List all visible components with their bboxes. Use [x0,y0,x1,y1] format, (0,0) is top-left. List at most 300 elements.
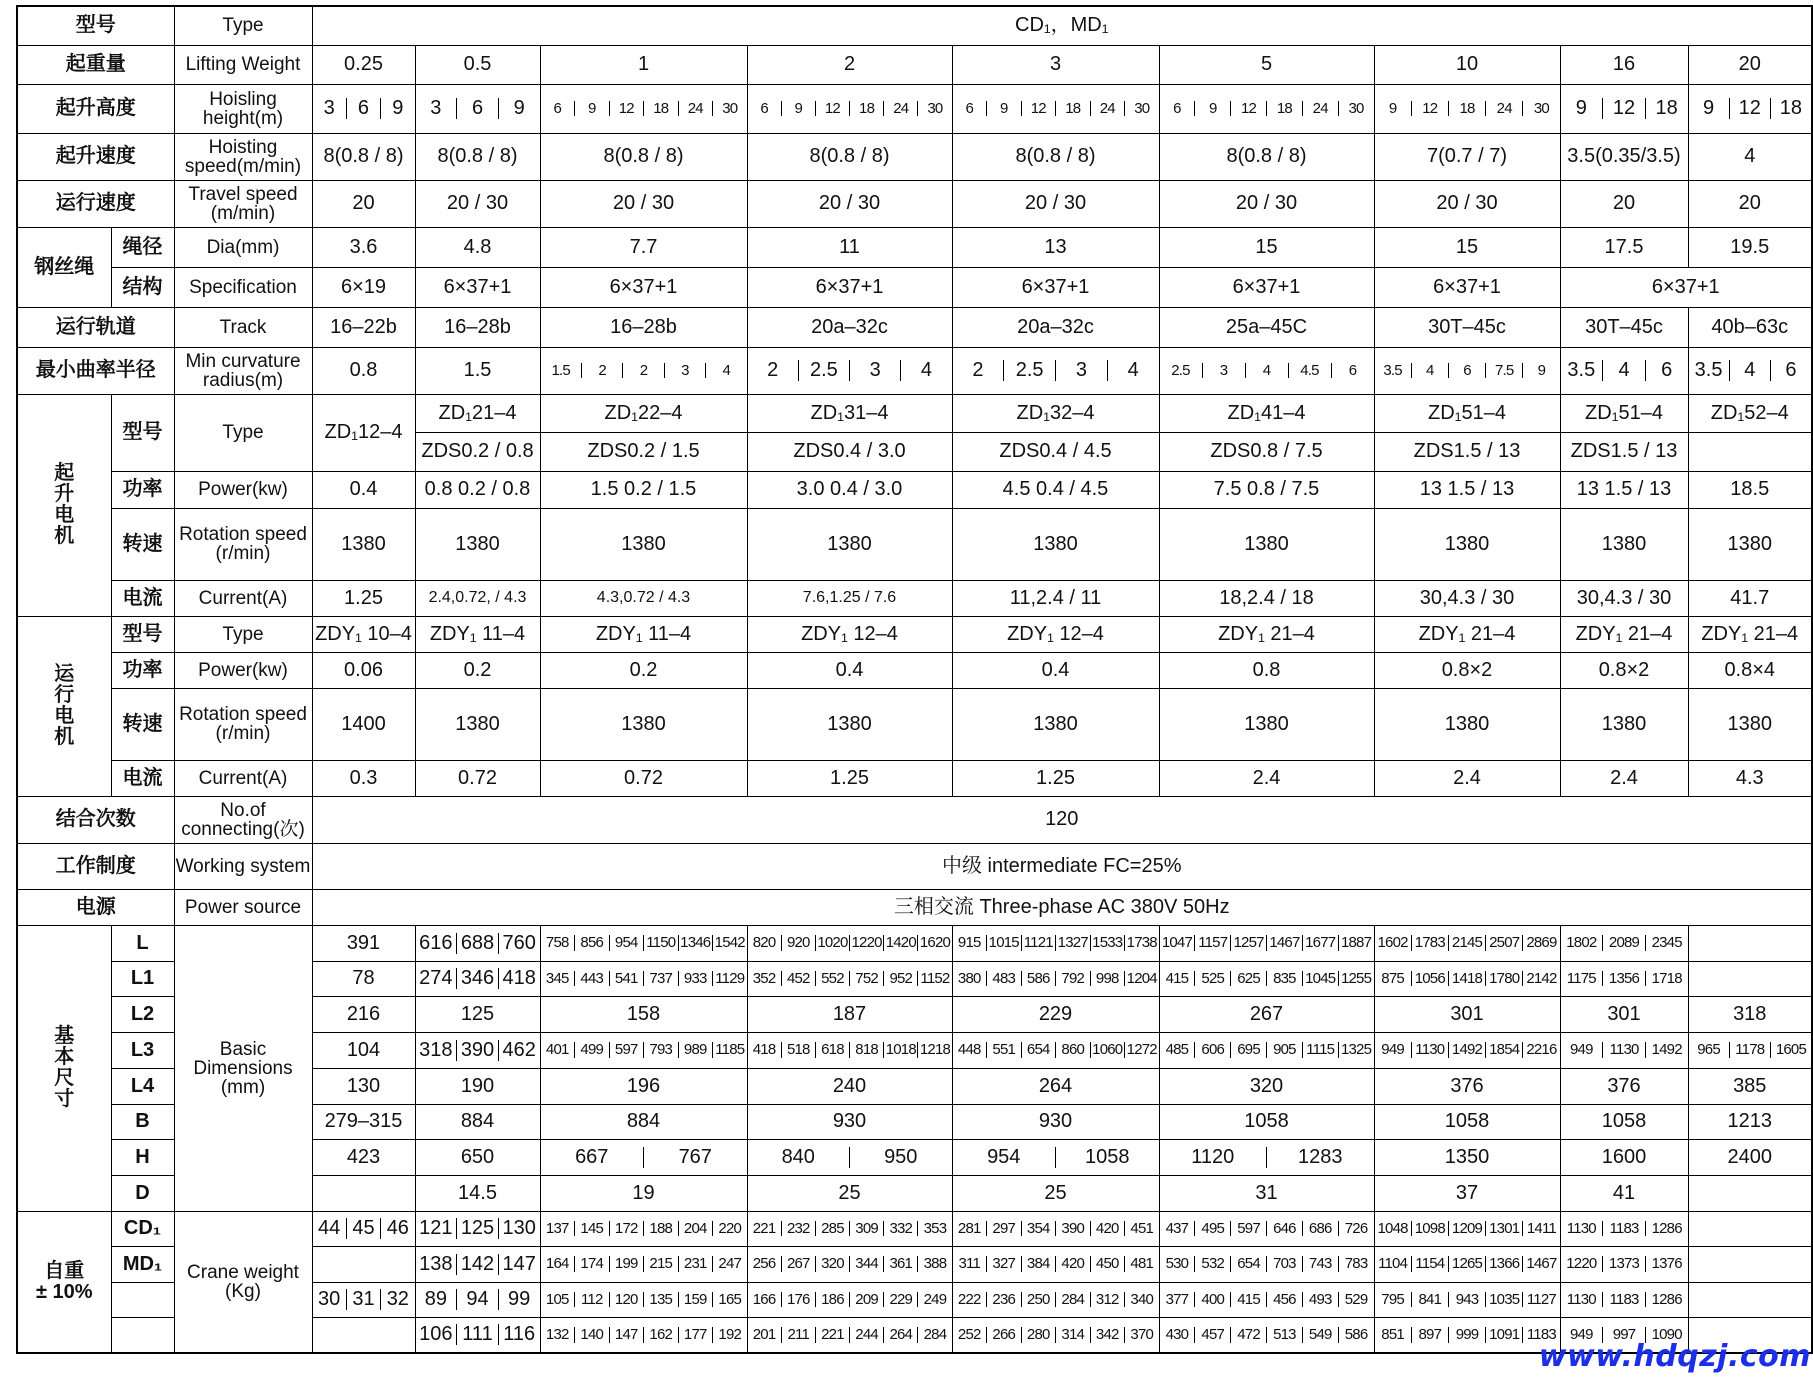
value-cell: 1175 [1566,969,1596,987]
value-cell: 318 [1688,996,1812,1032]
value-cell: 905 [1266,1042,1302,1058]
value-cell: 472 [1230,1327,1266,1343]
value-subcells [1561,360,1688,381]
value-cell: 1380 [1159,508,1374,580]
value-cell: 1380 [747,688,952,760]
value-cell: 12 [1411,101,1448,117]
value-cell: 3.5(0.35/3.5) [1560,133,1688,180]
value-cell-group [1159,1246,1374,1282]
value-cell: ZD₁32–4 [952,394,1159,432]
value-subcells [1689,98,1812,119]
row-label: 运行速度 [17,180,174,227]
value-cell-group [952,961,1159,996]
value-cell: 3 [323,97,335,119]
value-cell: 860 [1055,1042,1090,1058]
value-cell: 456 [1266,1292,1302,1308]
english-label: Type [174,616,312,652]
row-label: 最小曲率半径 [17,347,174,394]
value-cell: 552 [815,971,849,987]
value-cell: 437 [1165,1219,1189,1237]
value-cell-group [747,1317,952,1353]
value-cell: 99 [498,1289,540,1310]
value-subcells [416,1254,540,1275]
value-cell: 495 [1194,1221,1230,1237]
english-label: Dia(mm) [174,227,312,267]
value-cell: 354 [1021,1221,1056,1237]
value-cell: ZDY₁ 21–4 [1159,616,1374,652]
value-cell: 646 [1266,1221,1302,1237]
value-cell: 201 [752,1325,776,1343]
value-cell: 6 [1331,363,1374,379]
value-cell: 6×37+1 [415,267,540,307]
value-subcells [416,1289,540,1310]
value-cell: 1533 [1090,935,1125,951]
value-subcells [416,968,540,989]
value-cell: 16 [1560,45,1688,84]
value-subcells [1160,363,1374,379]
value-cell: 353 [917,1221,951,1237]
english-label: No.of connecting(次) [174,796,312,843]
value-subcells [416,933,540,954]
value-cell: 401 [545,1041,569,1059]
value-cell: 196 [540,1068,747,1104]
value-cell: 0.2 [415,652,540,688]
value-cell: 943 [1448,1292,1485,1308]
value-cell: 9 [1522,363,1559,379]
value-cell: 767 [643,1147,747,1168]
value-cell: 6×37+1 [952,267,1159,307]
english-label: Type [174,6,312,45]
value-cell: 1380 [952,688,1159,760]
value-cell: 1301 [1485,1221,1522,1237]
value-cell: 9 [1575,97,1587,119]
value-cell: 915 [957,934,981,952]
value-cell: 164 [545,1255,569,1273]
value-cell: 1058 [1159,1104,1374,1139]
value-cell: 135 [643,1292,678,1308]
value-cell: 415 [1230,1292,1266,1308]
english-label: Travel speed (m/min) [174,180,312,227]
value-cell: 758 [545,934,569,952]
table-row [17,45,1812,84]
value-cell-group [952,347,1159,394]
value-cell: 385 [1688,1068,1812,1104]
value-cell-group [415,1282,540,1317]
value-cell: 256 [752,1255,776,1273]
value-cell: 94 [456,1289,498,1310]
english-label: Type [174,394,312,471]
value-cell: 18 [1266,101,1302,117]
value-cell: 1213 [1688,1104,1812,1139]
value-cell: 1120 [1191,1145,1235,1168]
value-cell: ZDS0.8 / 7.5 [1159,432,1374,471]
sub-label: D [111,1175,174,1211]
value-cell: 6 [760,99,768,117]
value-cell: 448 [957,1041,981,1059]
value-subcells [1561,98,1688,119]
value-cell: 1380 [1560,688,1688,760]
value-cell: 89 [424,1288,447,1310]
value-cell: 0.8 [1159,652,1374,688]
value-cell: 884 [540,1104,747,1139]
value-cell: 120 [312,796,1812,843]
value-cell: 1183 [1522,1327,1559,1343]
value-cell: 13 [952,227,1159,267]
value-cell: 6 [1770,360,1811,381]
value-cell: 451 [1124,1221,1159,1237]
group-label-weight: 自重 ± 10% [17,1211,111,1353]
value-cell: 949 [1570,1325,1593,1343]
value-cell: ZD₁21–4 [415,394,540,432]
sub-label: L2 [111,996,174,1032]
value-cell: 1376 [1645,1256,1688,1272]
value-cell: 1380 [540,688,747,760]
value-cell: 703 [1266,1256,1302,1272]
value-cell: 0.8 0.2 / 0.8 [415,471,540,508]
value-cell: 499 [574,1042,609,1058]
value-cell: 297 [986,1221,1021,1237]
value-cell: 15 [1159,227,1374,267]
value-cell: 933 [678,971,713,987]
value-cell: 8(0.8 / 8) [952,133,1159,180]
row-label: 电源 [17,889,174,925]
value-cell: 950 [849,1147,952,1168]
value-cell: 204 [678,1221,713,1237]
value-cell: 162 [643,1327,678,1343]
value-cell: 20a–32c [747,307,952,347]
value-cell-group [312,1211,415,1246]
value-cell: 3.6 [312,227,415,267]
value-cell-group [540,1139,747,1175]
value-cell: 2 [747,45,952,84]
value-cell: 11,2.4 / 11 [952,580,1159,616]
value-cell-group [1159,1282,1374,1317]
value-cell: 6 [346,98,380,119]
value-cell: 6×37+1 [1560,267,1812,307]
value-cell-group [1159,1317,1374,1353]
value-cell-group [540,347,747,394]
value-cell-group [952,1139,1159,1175]
value-cell: 30,4.3 / 30 [1560,580,1688,616]
value-cell: 279–315 [312,1104,415,1139]
value-cell: 1047 [1161,934,1192,952]
value-subcells [748,1327,952,1343]
value-cell-group [1688,84,1812,133]
value-cell: 30 [712,101,747,117]
value-cell: 31 [1159,1175,1374,1211]
table-row [17,133,1812,180]
sub-label: 型号 [111,394,174,471]
group-label-dim: 基 本 尺 寸 [17,925,111,1211]
value-subcells [748,1147,952,1168]
value-subcells [1561,971,1688,987]
row-label: 运行轨道 [17,307,174,347]
value-cell-group [540,961,747,996]
value-cell: 18 [1770,98,1811,119]
value-cell: ZDY₁ 12–4 [747,616,952,652]
value-cell: 8(0.8 / 8) [415,133,540,180]
english-label: Power(kw) [174,471,312,508]
value-cell: 462 [498,1040,540,1061]
value-cell: 19.5 [1688,227,1812,267]
value-subcells [953,101,1159,117]
value-subcells [1160,101,1374,117]
value-cell: 30 [1338,101,1374,117]
value-cell: 1058 [1560,1104,1688,1139]
value-cell: ZDY₁ 21–4 [1374,616,1560,652]
value-cell: 457 [1194,1327,1230,1343]
value-cell: 4 [1411,363,1448,379]
value-cell: 116 [498,1324,540,1345]
value-cell-group [952,1032,1159,1068]
value-cell: 1380 [952,508,1159,580]
value-cell-group [1374,84,1560,133]
value-cell: 3 [430,97,442,119]
value-cell: 220 [712,1221,747,1237]
value-cell: 0.4 [747,652,952,688]
value-subcells [748,360,952,381]
value-cell-group [1159,84,1374,133]
value-cell: 586 [1338,1327,1374,1343]
value-cell: 30 [917,101,951,117]
value-cell: 159 [678,1292,713,1308]
value-cell: 221 [752,1219,776,1237]
value-cell: 3 [952,45,1159,84]
value-cell: 1121 [1021,935,1056,951]
value-cell-group [415,84,540,133]
value-cell: 165 [712,1292,747,1308]
english-label: Working system [174,843,312,889]
value-cell: 783 [1338,1256,1374,1272]
value-cell: ZDY₁ 12–4 [952,616,1159,652]
value-cell: 229 [952,996,1159,1032]
table-row [17,227,1812,267]
value-cell: 920 [781,935,815,951]
value-cell: 2 [581,363,622,379]
value-cell-group [1560,347,1688,394]
value-cell: 1130 [1566,1219,1596,1237]
value-cell: 1130 [1566,1290,1596,1308]
value-subcells [1160,1292,1374,1308]
value-cell: 7.5 0.8 / 7.5 [1159,471,1374,508]
value-cell: 1492 [1448,1042,1485,1058]
value-cell: 1327 [1055,935,1090,951]
value-cell: 231 [678,1256,713,1272]
value-cell: 4.5 [1288,363,1331,379]
value-cell: 5 [1159,45,1374,84]
value-cell: 125 [415,996,540,1032]
value-cell: 327 [986,1256,1021,1272]
value-subcells [541,101,747,117]
watermark-url: www.hdqzj.com [1538,1339,1811,1374]
value-cell: 1380 [1560,508,1688,580]
value-cell: 0.2 [540,652,747,688]
value-cell: 266 [986,1327,1021,1343]
value-cell: 1366 [1485,1256,1522,1272]
value-cell: 37 [1374,1175,1560,1211]
english-label: Current(A) [174,760,312,796]
value-cell-group [952,1211,1159,1246]
value-cell: 695 [1230,1042,1266,1058]
value-cell: 835 [1266,971,1302,987]
value-cell: 443 [574,971,609,987]
value-subcells [1375,1221,1560,1237]
value-cell: 949 [1570,1041,1593,1059]
value-cell: 30 [1522,101,1559,117]
value-cell: 312 [1090,1292,1125,1308]
value-subcells [313,1289,415,1310]
value-subcells [416,98,540,119]
value-subcells [1375,1256,1560,1272]
value-cell: 1325 [1338,1042,1374,1058]
value-subcells [1561,935,1688,951]
english-label: Specification [174,267,312,307]
table-row [17,688,1812,760]
value-cell: 6×37+1 [747,267,952,307]
value-cell: 1265 [1448,1256,1485,1272]
table-row [17,760,1812,796]
table-row [17,796,1812,843]
value-cell-group [1374,347,1560,394]
value-cell: 1380 [1159,688,1374,760]
value-cell: 391 [312,925,415,961]
value-cell: 0.8×2 [1560,652,1688,688]
value-cell-group [747,1211,952,1246]
row-label: 结合次数 [17,796,174,843]
value-cell-group [415,1317,540,1353]
group-label-hoist: 起 升 电 机 [17,394,111,616]
value-cell: 1356 [1602,971,1645,987]
value-cell: 1048 [1377,1219,1408,1237]
value-cell: 481 [1124,1256,1159,1272]
table-row [17,180,1812,227]
sub-label: 电流 [111,580,174,616]
value-cell [1688,925,1812,961]
value-cell-group [415,1246,540,1282]
value-cell: 390 [1055,1221,1090,1237]
value-cell-group [747,1032,952,1068]
sub-label: 电流 [111,760,174,796]
value-cell: 1620 [917,935,951,951]
value-cell: 106 [419,1323,453,1346]
value-subcells [748,1042,952,1058]
value-cell: 147 [498,1254,540,1275]
value-cell: 0.25 [312,45,415,84]
value-cell: 247 [712,1256,747,1272]
row-label: 型号 [17,6,174,45]
sub-label [111,1317,174,1353]
value-cell: 1220 [849,935,883,951]
value-cell: 1.25 [312,580,415,616]
value-cell: 172 [609,1221,644,1237]
value-subcells [541,1256,747,1272]
value-cell: 2.4 [1560,760,1688,796]
value-subcells [748,101,952,117]
value-cell: 930 [952,1104,1159,1139]
value-subcells [541,1221,747,1237]
value-subcells [1689,1042,1812,1058]
value-cell: 0.4 [952,652,1159,688]
value-cell [1688,1282,1812,1317]
value-cell: 997 [1602,1327,1645,1343]
english-label: Crane weight (Kg) [174,1211,312,1353]
value-cell: 187 [747,996,952,1032]
value-cell: 525 [1194,971,1230,987]
value-cell: 384 [1021,1256,1056,1272]
value-cell: 10 [1374,45,1560,84]
value-cell: 24 [1485,101,1522,117]
value-cell: 20 / 30 [540,180,747,227]
value-cell: 1380 [415,508,540,580]
value-cell: 121 [419,1217,453,1239]
value-cell [1688,961,1812,996]
value-cell: 1420 [883,935,917,951]
value-cell: 6 [965,99,974,117]
value-cell: 20 / 30 [1159,180,1374,227]
value-cell: 6×37+1 [540,267,747,307]
value-cell-group [540,1246,747,1282]
value-cell: 11 [747,227,952,267]
value-cell: 145 [574,1221,609,1237]
value-cell: 625 [1230,971,1266,987]
value-cell: 650 [415,1139,540,1175]
value-cell: 1015 [986,935,1021,951]
value-cell: 4.5 0.4 / 4.5 [952,471,1159,508]
value-subcells [953,1042,1159,1058]
value-cell: 20a–32c [952,307,1159,347]
value-cell: 1104 [1378,1255,1408,1273]
value-cell-group [415,961,540,996]
value-cell: 376 [1560,1068,1688,1104]
value-cell-group [952,1282,1159,1317]
value-cell: 20 / 30 [747,180,952,227]
value-cell [1688,1246,1812,1282]
value-cell: 667 [575,1145,609,1168]
value-cell-group [540,925,747,961]
value-subcells [953,935,1159,951]
table-row [17,394,1812,432]
value-cell: 9 [986,101,1021,117]
value-cell: 30T–45c [1560,307,1688,347]
value-cell: ZDY₁ 11–4 [415,616,540,652]
sub-label: H [111,1139,174,1175]
table-row [17,84,1812,133]
value-cell: 541 [609,971,644,987]
value-cell: 249 [917,1292,951,1308]
value-cell: 361 [883,1256,917,1272]
value-cell: 1605 [1770,1042,1811,1058]
sub-label: 功率 [111,652,174,688]
value-cell: 192 [712,1327,747,1343]
value-cell-group [1374,1032,1560,1068]
value-cell: ZDS0.2 / 0.8 [415,432,540,471]
value-cell: 875 [1381,969,1404,987]
value-cell: 250 [1021,1292,1056,1308]
value-cell: 20 [1560,180,1688,227]
value-cell: 529 [1338,1292,1374,1308]
value-cell: 137 [545,1219,569,1237]
table-row [17,889,1812,925]
value-cell: 1018 [883,1042,917,1058]
value-cell: 1600 [1560,1139,1688,1175]
value-cell: 618 [815,1042,849,1058]
value-cell-group [952,84,1159,133]
value-cell: 346 [456,968,498,989]
value-cell: 280 [1021,1327,1056,1343]
value-cell-group [1374,925,1560,961]
value-cell-group [1560,1282,1688,1317]
value-cell: 532 [1194,1256,1230,1272]
